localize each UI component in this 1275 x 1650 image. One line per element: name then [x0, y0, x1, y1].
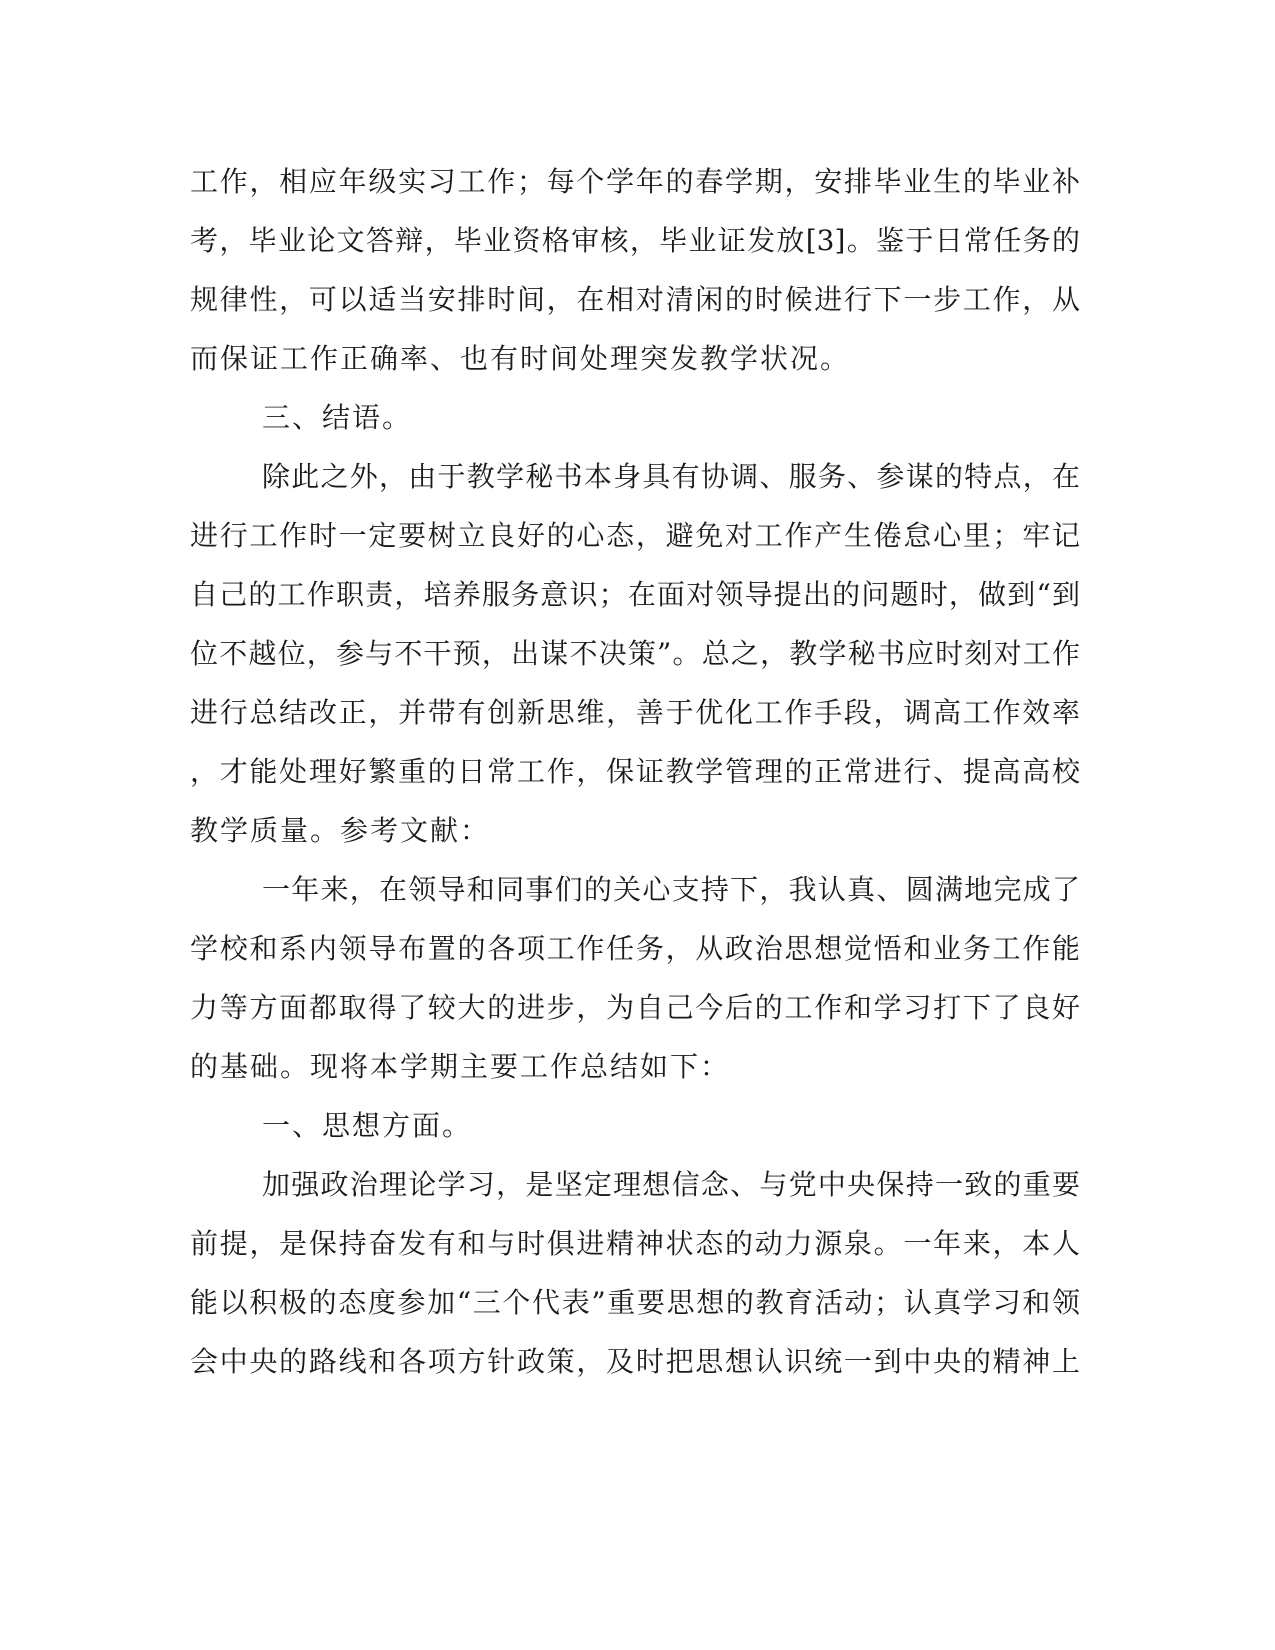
text-line: ，才能处理好繁重的日常工作，保证教学管理的正常进行、提高高校 — [190, 755, 1080, 788]
text-line: 的基础。现将本学期主要工作总结如下： — [190, 1050, 731, 1083]
section-heading: 一、思想方面。 — [262, 1109, 473, 1142]
text-line: 自己的工作职责，培养服务意识；在面对领导提出的问题时，做到“到 — [190, 578, 1080, 611]
text-line: 而保证工作正确率、也有时间处理突发教学状况。 — [190, 342, 851, 375]
text-line: 一年来，在领导和同事们的关心支持下，我认真、圆满地完成了 — [262, 873, 1080, 906]
text-line: 工作，相应年级实习工作；每个学年的春学期，安排毕业生的毕业补 — [190, 165, 1080, 198]
text-line: 能以积极的态度参加“三个代表”重要思想的教育活动；认真学习和领 — [190, 1286, 1080, 1319]
text-line: 学校和系内领导布置的各项工作任务，从政治思想觉悟和业务工作能 — [190, 932, 1080, 965]
text-line: 规律性，可以适当安排时间，在相对清闲的时候进行下一步工作，从 — [190, 283, 1080, 316]
text-line: 前提，是保持奋发有和与时俱进精神状态的动力源泉。一年来，本人 — [190, 1227, 1080, 1260]
section-heading: 三、结语。 — [262, 401, 413, 434]
text-line: 考，毕业论文答辩，毕业资格审核，毕业证发放[3]。鉴于日常任务的 — [190, 224, 1080, 257]
text-line: 进行工作时一定要树立良好的心态，避免对工作产生倦怠心里；牢记 — [190, 519, 1080, 552]
text-line: 会中央的路线和各项方针政策，及时把思想认识统一到中央的精神上 — [190, 1345, 1080, 1378]
text-line: 力等方面都取得了较大的进步，为自己今后的工作和学习打下了良好 — [190, 991, 1080, 1024]
text-line: 加强政治理论学习，是坚定理想信念、与党中央保持一致的重要 — [262, 1168, 1080, 1201]
text-line: 位不越位，参与不干预，出谋不决策”。总之，教学秘书应时刻对工作 — [190, 637, 1080, 670]
text-line: 除此之外，由于教学秘书本身具有协调、服务、参谋的特点，在 — [262, 460, 1080, 493]
text-line: 进行总结改正，并带有创新思维，善于优化工作手段，调高工作效率 — [190, 696, 1080, 729]
text-line: 教学质量。参考文献： — [190, 814, 491, 847]
